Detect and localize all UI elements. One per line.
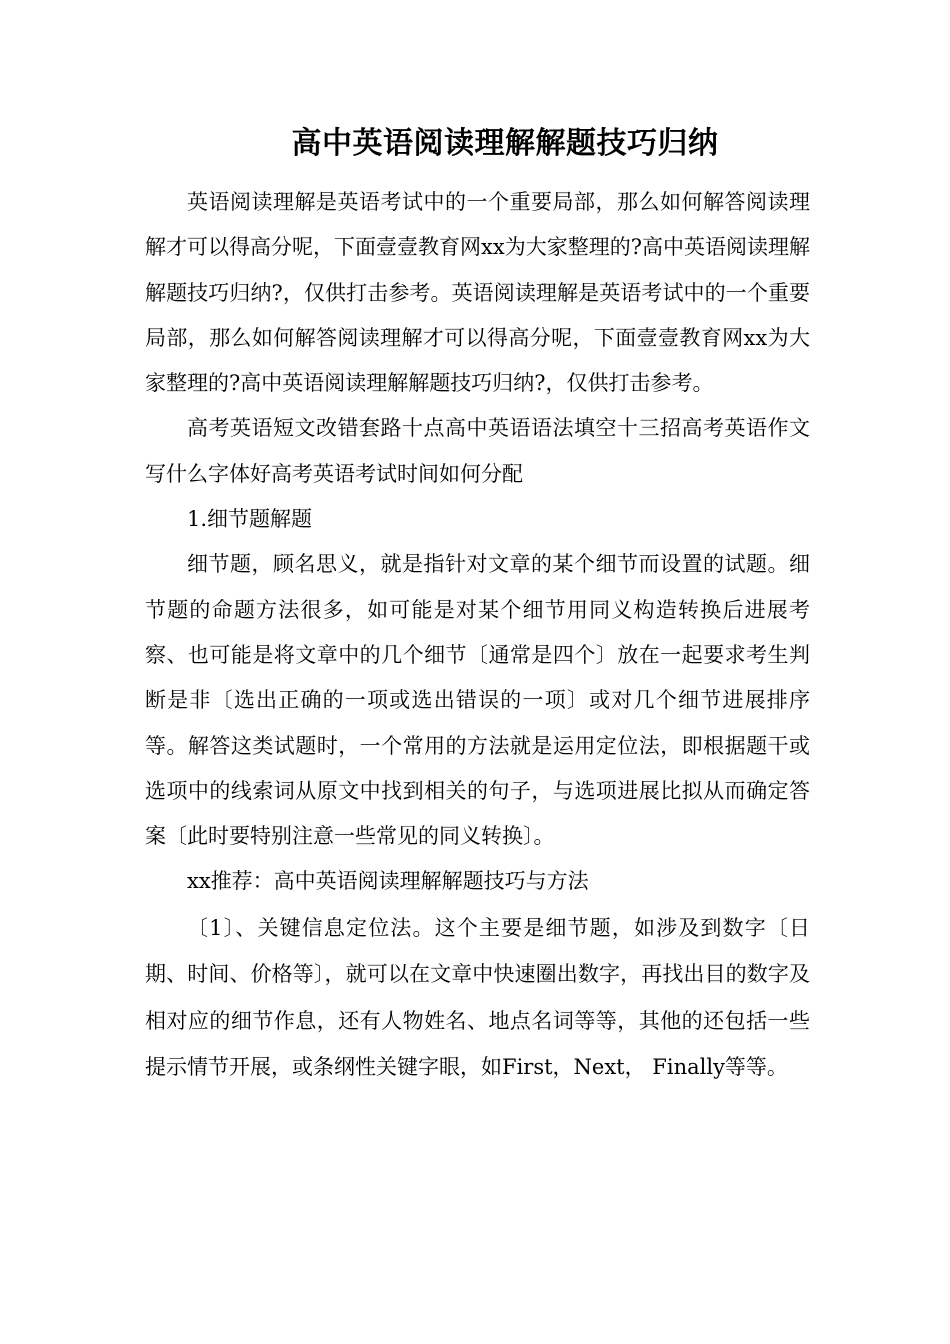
paragraph-related-links: 高考英语短文改错套路十点高中英语语法填空十三招高考英语作文写什么字体好高考英语考试时间如何分配 <box>145 416 810 486</box>
document-title: 高中英语阅读理解解题技巧归纳 <box>291 126 719 161</box>
section-heading-detail-questions: 1.细节题解题 <box>187 507 313 532</box>
paragraph-key-info-location: 〔1〕、关键信息定位法。这个主要是细节题，如涉及到数字〔日期、时间、价格等〕，就可以在文章中快速圈出数字，再找出目的数字及相对应的细节作息，还有人物姓名、地点名词等等，其他的还包括一些提示情节开展，或条纲性关键字眼，如First，Next， Finally等等。 <box>145 915 810 1080</box>
paragraph-recommendation: xx推荐：高中英语阅读理解解题技巧与方法 <box>187 869 589 894</box>
paragraph-detail-questions: 细节题，顾名思义，就是指针对文章的某个细节而设置的试题。细节题的命题方法很多，如可能是对某个细节用同义构造转换后进展考察、也可能是将文章中的几个细节〔通常是四个〕放在一起要求考生判断是非〔选出正确的一项或选出错误的一项〕或对几个细节进展排序等。解答这类试题时，一个常用的方法就是运用定位法，即根据题干或选项中的线索词从原文中找到相关的句子，与选项进展比拟从而确定答案〔此时要特别注意一些常见的同义转换〕。 <box>145 552 810 849</box>
document-body <box>145 180 810 1091</box>
paragraph-intro: 英语阅读理解是英语考试中的一个重要局部，那么如何解答阅读理解才可以得高分呢，下面壹壹教育网xx为大家整理的?高中英语阅读理解解题技巧归纳?，仅供打击参考。英语阅读理解是英语考试中的一个重要局部，那么如何解答阅读理解才可以得高分呢，下面壹壹教育网xx为大家整理的?高中英语阅读理解解题技巧归纳?，仅供打击参考。 <box>145 190 810 396</box>
